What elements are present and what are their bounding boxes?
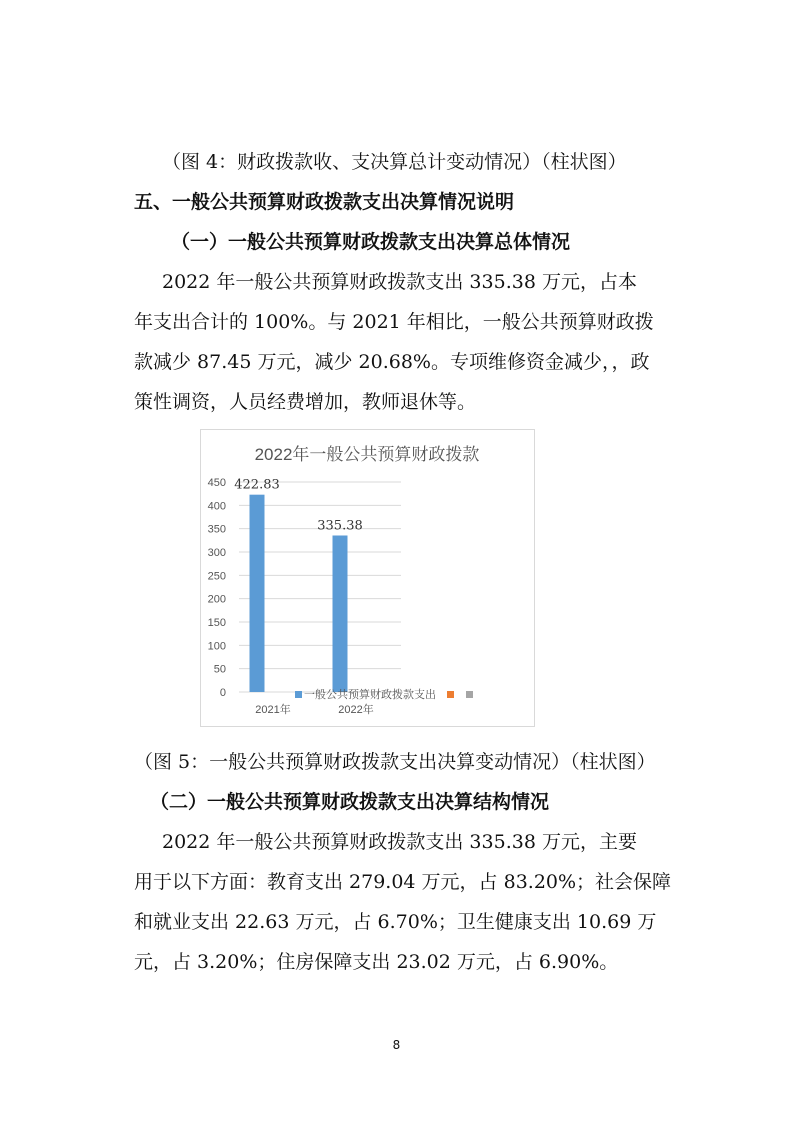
page-number: 8: [392, 1038, 401, 1052]
bar-chart: [200, 429, 535, 727]
bar-2022年: [333, 535, 348, 692]
x-tick-label-2021年: 2021年: [255, 704, 291, 716]
data-label-2021年: 422.83: [234, 477, 280, 493]
para1-line-4: 策性调资，人员经费增加，教师退休等。: [134, 391, 477, 413]
legend-swatch-series-1: [295, 691, 302, 698]
para1-line-1: 2022 年一般公共预算财政拨款支出 335.38 万元，占本: [162, 271, 637, 293]
para2-line-3: 和就业支出 22.63 万元，占 6.70%；卫生健康支出 10.69 万: [134, 911, 657, 933]
para1-line-3: 款减少 87.45 万元，减少 20.68%。专项维修资金减少，，政: [134, 351, 650, 373]
y-tick-label-450: 450: [207, 477, 226, 489]
bar-2021年: [250, 495, 265, 692]
y-tick-label-0: 0: [219, 687, 226, 699]
section5-heading: 五、一般公共预算财政拨款支出决算情况说明: [134, 191, 515, 213]
legend-label-series-1: 一般公共预算财政拨款支出: [304, 689, 436, 701]
sub1-heading: （一）一般公共预算财政拨款支出决算总体情况: [171, 231, 571, 253]
y-tick-label-150: 150: [207, 617, 226, 629]
legend-swatch-series-2: [447, 691, 454, 698]
y-tick-label-250: 250: [207, 570, 226, 583]
y-tick-label-50: 50: [213, 663, 226, 676]
chart-title: 2022年一般公共预算财政拨款: [254, 445, 480, 464]
y-tick-label-350: 350: [207, 523, 226, 536]
para1-line-2: 年支出合计的 100%。与 2021 年相比，一般公共预算财政拨: [134, 311, 654, 333]
sub2-heading: （二）一般公共预算财政拨款支出决算结构情况: [150, 791, 550, 813]
bar-chart-svg: [201, 430, 534, 726]
legend-swatch-series-3: [466, 691, 473, 698]
y-tick-label-200: 200: [207, 593, 226, 606]
x-tick-label-2022年: 2022年: [338, 704, 374, 716]
fig4-caption: （图 4：财政拨款收、支决算总计变动情况）（柱状图）: [162, 151, 627, 173]
y-tick-label-300: 300: [207, 547, 226, 559]
fig5-caption: （图 5：一般公共预算财政拨款支出决算变动情况）（柱状图）: [134, 751, 656, 773]
para2-line-4: 元，占 3.20%；住房保障支出 23.02 万元，占 6.90%。: [134, 951, 619, 973]
y-tick-label-100: 100: [207, 640, 226, 653]
para2-line-2: 用于以下方面：教育支出 279.04 万元，占 83.20%；社会保障: [134, 871, 672, 893]
y-tick-label-400: 400: [207, 500, 226, 513]
para2-line-1: 2022 年一般公共预算财政拨款支出 335.38 万元，主要: [162, 831, 637, 853]
data-label-2022年: 335.38: [317, 518, 363, 534]
